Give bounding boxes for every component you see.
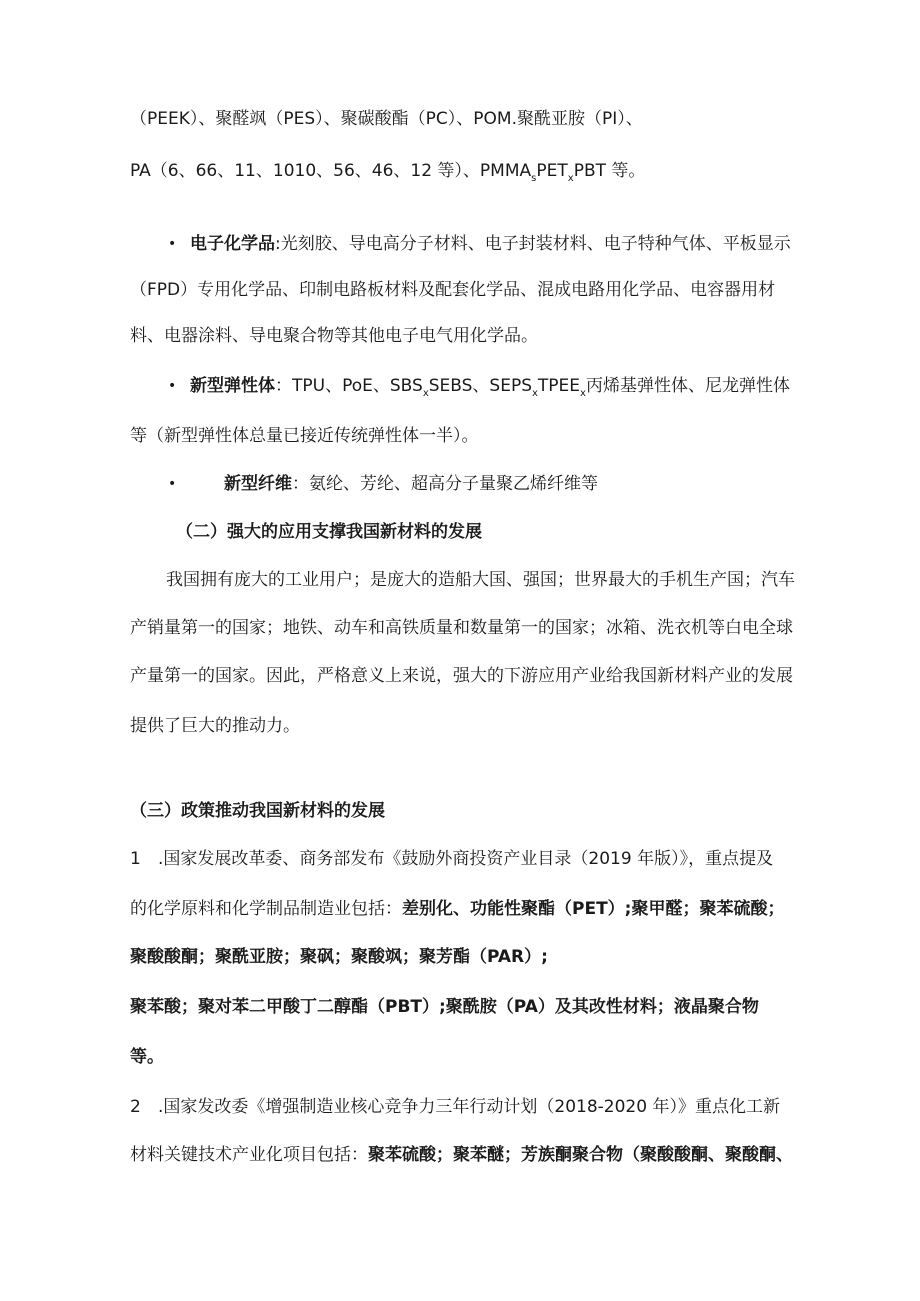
polymer-list-line-2 xyxy=(130,159,645,186)
text-span: 材料关键技术产业化项目包括： xyxy=(130,1145,368,1165)
item-2-line-2 xyxy=(130,1143,793,1167)
section-2-heading: （二）强大的应用支撑我国新材料的发展 xyxy=(176,522,482,542)
subscript: s xyxy=(531,173,537,184)
section-2-paragraph-line-1: 我国拥有庞大的工业用户；是庞大的造船大国、强国；世界最大的手机生产国；汽车 xyxy=(166,570,795,590)
item-2-number: 2 xyxy=(130,1097,141,1117)
text-span: 丙烯基弹性体、尼龙弹性体 xyxy=(585,376,790,396)
section-2-paragraph-line-2: 产销量第一的国家；地铁、动车和高铁质量和数量第一的国家；冰箱、洗衣机等白电全球 xyxy=(130,618,793,638)
electronic-line-3: 料、电器涂料、导电聚合物等其他电子电气用化学品。 xyxy=(130,326,538,346)
item-1-line-1: .国家发展改革委、商务部发布《鼓励外商投资产业目录（2019 年版）》，重点提及 xyxy=(158,849,774,869)
text-span: PA（6、66、11、1010、56、46、12 等）、PMMA xyxy=(130,161,532,181)
text-span: PET xyxy=(536,161,568,181)
section-2-paragraph-line-4: 提供了巨大的推动力。 xyxy=(130,716,300,736)
subscript: x xyxy=(422,388,429,399)
item-1-line-3: 聚酸酸酮；聚酰亚胺；聚砜；聚酸飒；聚芳酯（PAR）; xyxy=(130,947,548,967)
elastomer-line-2: 等（新型弹性体总量已接近传统弹性体一半）。 xyxy=(130,426,479,446)
item-1-line-5: 等。 xyxy=(130,1047,164,1067)
item-1-line-2 xyxy=(130,897,784,921)
text-span: ：氨纶、芳纶、超高分子量聚乙烯纤维等 xyxy=(292,474,598,494)
elastomer-label: 新型弹性体 xyxy=(190,376,275,396)
polymer-list-line-1: （PEEK）、聚醛飒（PES）、聚碳酸酯（PC）、POM.聚酰亚胺（PI）、 xyxy=(130,109,643,129)
electronic-line-2: （FPD）专用化学品、印制电路板材料及配套化学品、混成电路用化学品、电容器用材 xyxy=(130,280,776,300)
subscript: x xyxy=(567,173,574,184)
bullet-icon: • xyxy=(168,236,177,252)
subscript: x xyxy=(532,388,538,399)
section-2-paragraph-line-3: 产量第一的国家。因此，严格意义上来说，强大的下游应用产业给我国新材料产业的发展 xyxy=(130,666,793,686)
text-span: 的化学原料和化学制品制造业包括： xyxy=(130,899,402,919)
elastomer-line-1 xyxy=(190,374,790,401)
text-span: :光刻胶、导电高分子材料、电子封装材料、电子特种气体、平板显示 xyxy=(275,234,791,254)
item-1-line-4: 聚苯酸；聚对苯二甲酸丁二醇酯（PBT）;聚酰胺（PA）及其改性材料；液晶聚合物 xyxy=(130,997,759,1017)
bullet-icon: • xyxy=(168,476,177,492)
bold-text: 聚苯硫酸；聚苯醚；芳族酮聚合物（聚酸酸酮、聚酸酮、 xyxy=(368,1145,793,1165)
item-1-number: 1 xyxy=(130,849,141,869)
item-2-line-1: .国家发改委《增强制造业核心竞争力三年行动计划（2018-2020 年）》重点化工新 xyxy=(158,1097,780,1117)
text-span: TPEE xyxy=(537,376,581,396)
bold-text: 差别化、功能性聚酯（PET）;聚甲醛；聚苯硫酸； xyxy=(402,899,785,919)
fiber-line xyxy=(224,472,598,496)
text-span: SEBS、SEPS xyxy=(428,376,532,396)
text-span: ：TPU、PoE、SBS xyxy=(275,376,423,396)
section-3-heading: （三）政策推动我国新材料的发展 xyxy=(130,801,385,821)
subscript: x xyxy=(580,388,586,399)
fiber-label: 新型纤维 xyxy=(224,474,292,494)
bullet-icon: • xyxy=(168,378,177,394)
electronic-line-1 xyxy=(190,232,791,256)
electronic-label: 电子化学品 xyxy=(190,234,275,254)
text-span: PBT 等。 xyxy=(573,161,646,181)
